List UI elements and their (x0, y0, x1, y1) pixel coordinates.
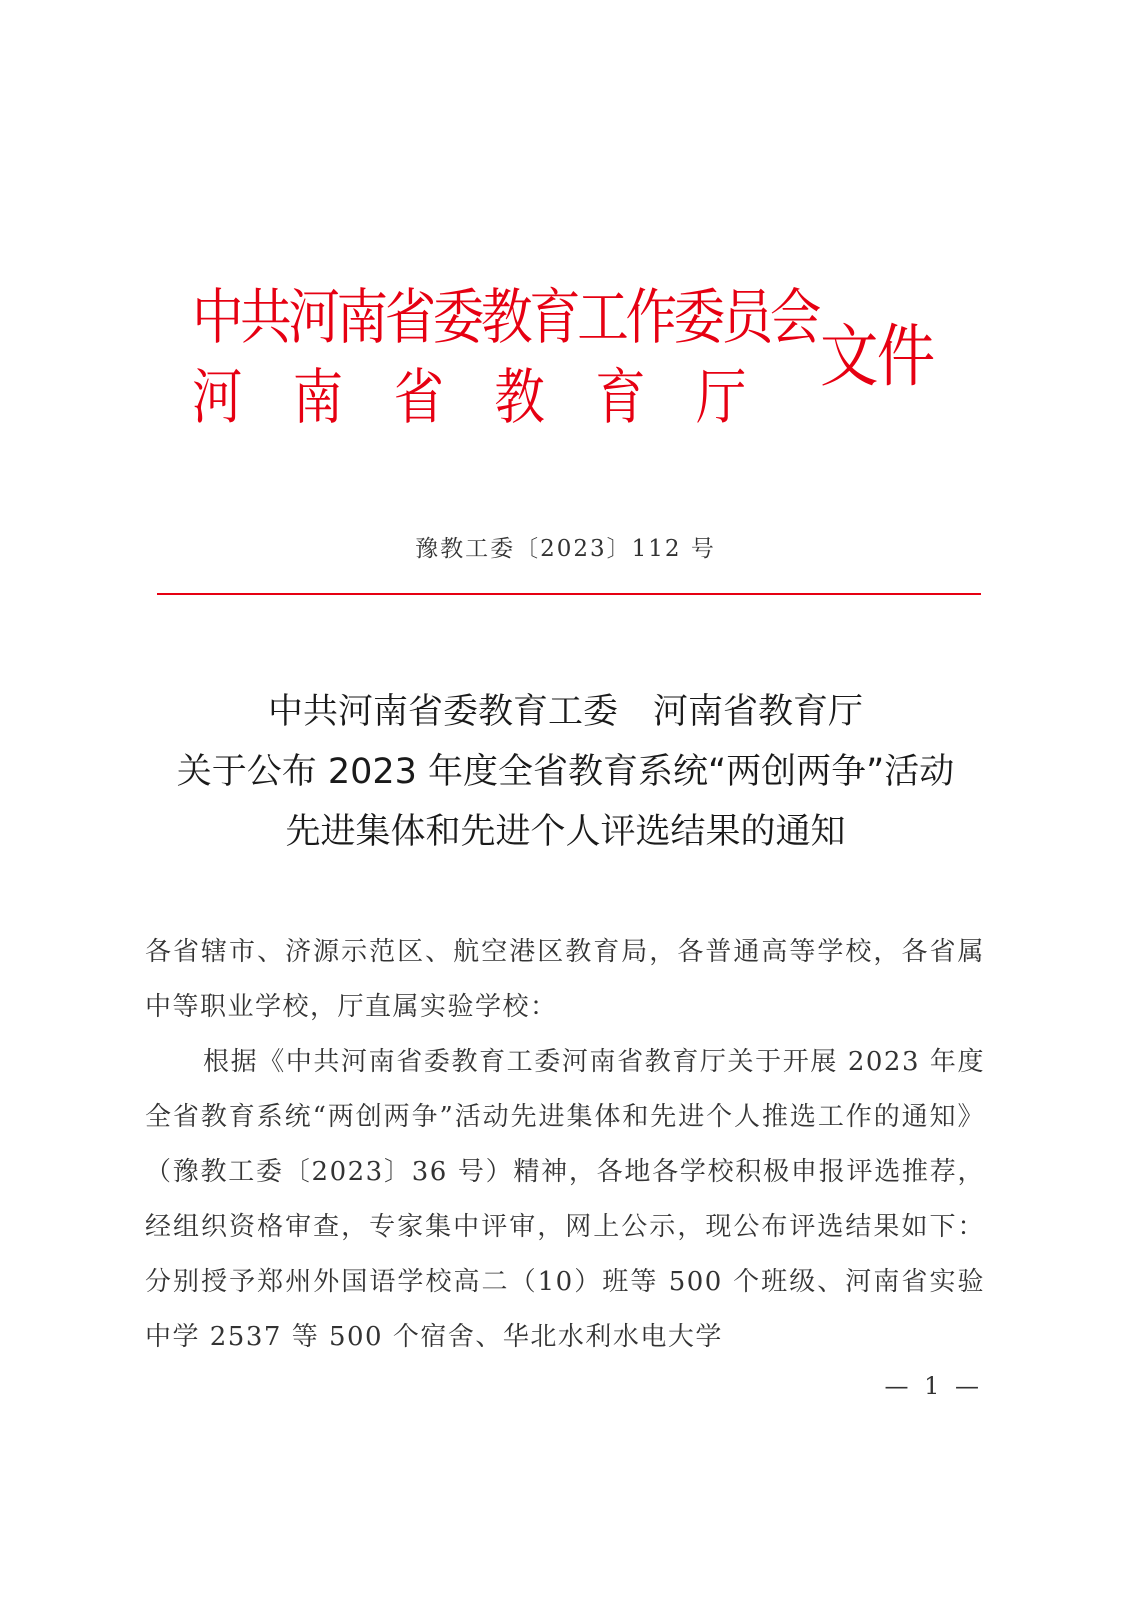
document-number: 豫教工委〔2023〕112 号 (415, 536, 716, 562)
notice-title (0, 682, 1131, 862)
salutation: 各省辖市、济源示范区、航空港区教育局，各普通高等学校，各省属中等职业学校，厅直属实验学校： (145, 937, 985, 1022)
title-line-1: 中共河南省委教育工委 河南省教育厅 (267, 692, 863, 732)
title-line-3: 先进集体和先进个人评选结果的通知 (285, 812, 846, 852)
issuer-education-department: 河南省教育厅 (192, 363, 797, 433)
body-paragraph: 根据《中共河南省委教育工委河南省教育厅关于开展 2023 年度全省教育系统“两创两争”活动先进集体和先进个人推选工作的通知》（豫教工委〔2023〕36 号）精神，各地各学校积极申报评选推荐，经组织资格审查，专家集中评审，网上公示，现公布评选结果如下：分别授予郑州外国语学校高二（10）班等 500 个班级、河南省实验中学 2537 等 500 个宿舍、华北水利水电大学 (145, 1047, 985, 1352)
issuer-block (192, 278, 920, 438)
issuer-party-committee: 中共河南省委教育工作委员会 (192, 283, 819, 353)
title-line-2: 关于公布 2023 年度全省教育系统“两创两争”活动 (176, 752, 955, 792)
page-number: — 1 — (884, 1372, 983, 1400)
red-divider-line (157, 593, 981, 595)
document-type-label: 文件 (820, 318, 934, 397)
notice-body (145, 925, 985, 1365)
